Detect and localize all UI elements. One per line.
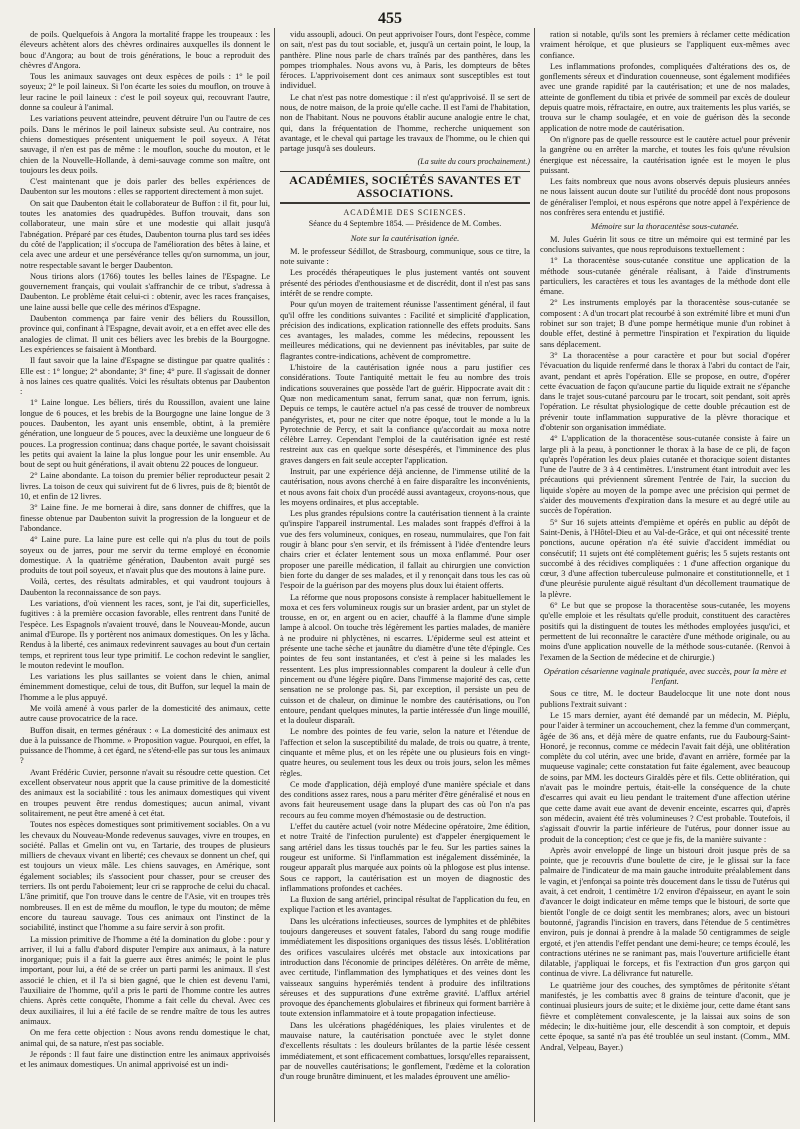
paragraph: L'effet du cautère actuel (voir notre Médecine opératoire, 2me édition, et notre Traité de l'infection purulente) est d'appeler énergiquement le sang artériel dans les tissus touchés par le feu. Sur les parties saines la rougeur est uniforme. Si l'inflammation est inégalement disséminée, la rougeur apparaît plus marquée aux points où la phlogose est plus intense. Sous ce rapport, la cautérisation est un moyen de diagnostic des inflammations profondes et cachées. — [280, 822, 530, 893]
paragraph: Voilà, certes, des résultats admirables, et qui vaudront toujours à Daubenton la reconnaissance de son pays. — [20, 577, 270, 597]
paragraph: Le nombre des pointes de feu varie, selon la nature et l'étendue de l'affection et selon la susceptibilité du malade, de trois ou quatre, à trente, cinquante et même plus, et on les répète une ou plusieurs fois en vingt-quatre heures, ou seulement tous les deux ou trois jours, selon les mêmes règles. — [280, 727, 530, 778]
paragraph: On me fera cette objection : Nous avons rendu domestique le chat, animal qui, de sa nature, n'est pas sociable. — [20, 1028, 270, 1048]
article-body — [540, 235, 790, 663]
paragraph: Il faut savoir que la laine d'Espagne se distingue par quatre qualités : Elle est : 1° longue; 2° abondante; 3° fine; 4° pure. Il s'agissait de donner à nos laines ces quatre qualités. Voici les résultats obtenus par Daubenton : — [20, 356, 270, 397]
paragraph: Daubenton commença par faire venir des béliers du Roussillon, province qui, confinant à l'Espagne, devait avoir, et a en effet avec elle des analogies de climat. Il unit ces béliers avec les brebis de la Bourgogne. Les expériences se faisaient à Montbard. — [20, 314, 270, 354]
paragraph: Tous les animaux sauvages ont deux espèces de poils : 1° le poil soyeux; 2° le poil laineux. Si l'on écarte les soies du mouflon, on trouve à leur racine le poil laineux : c'est le poil soyeux qui, recouvrant l'autre, donne sa couleur à l'animal. — [20, 72, 270, 113]
session-line: Séance du 4 Septembre 1854. — Présidence de M. Combes. — [308, 219, 502, 229]
paragraph: La réforme que nous proposons consiste à remplacer habituellement le moxa et ces fers volumineux rougis sur un brasier ardent, par un stylet de trousse, en or, en argent ou en acier, chauffé à la flamme d'une simple lampe à alcool. On touche très légèrement les parties malades, de manière à ne produire ni phlyctènes, ni escarres. L'épiderme seul est atteint et présente une tache sèche et jaunâtre du diamètre d'une tête d'épingle. Ces pointes de feu sont instantanées, et c'est à peine si les malades les ressentent. Les plus impressionnables comparent la douleur à celle d'un pincement ou d'une légère piqûre. Dans l'immense majorité des cas, cette sensation ne se prolonge pas. Si, par exception, il persiste un peu de cuisson et de chaleur, on diminue le nombre des cautérisations, ou l'on entoure, pendant quelques minutes, la partie intéressée d'un linge mouillé, et la douleur disparaît. — [280, 592, 530, 726]
paragraph: 4° Laine pure. La laine pure est celle qui n'a plus du tout de poils soyeux ou de jarres, pour me servir du terme employé en économie domestique. A la quatrième génération, Daubenton avait purgé ses produits de tout poil soyeux, et n'avait plus que des moutons à laine pure. — [20, 535, 270, 576]
paragraph: 3° Laine fine. Je me bornerai à dire, sans donner de chiffres, que la finesse obtenue par Daubenton suivit la progression de la longueur et de l'abondance. — [20, 503, 270, 533]
article-body — [540, 689, 790, 1052]
article-title: Mémoire sur la thoracentèse sous-cutanée. — [591, 221, 739, 232]
paragraph: 3° La thoracentèse a pour caractère et pour but social d'opérer l'évacuation du liquide renfermé dans le thorax à l'abri du contact de l'air, avant, pendant et après l'opération. Elle se propose, en outre, d'opérer cette évacuation de façon qu'aucune partie du liquide extrait ne s'épanche dans le trajet sous-cutané parcouru par le trocart, soit pendant, soit après l'opération. Le résultat physiologique de cette double précaution est de prévenir toute inflammation suppurative de la plèvre thoracique et d'obtenir son organisation immédiate. — [540, 350, 790, 432]
article-body — [280, 247, 530, 1083]
paragraph: Ce mode d'application, déjà employé d'une manière spéciale et dans des conditions assez rares, nous a paru mériter d'être généralisé et nous en avons fait heureusement usage dans la plupart des cas où l'on n'a pas recours au feu comme moyen d'hémostasie ou de destruction. — [280, 779, 530, 820]
paragraph: Les variations les plus saillantes se voient dans le chien, animal éminemment domestique, celui de tous, dit Buffon, sur lequel la main de l'homme a le plus appuyé. — [20, 672, 270, 702]
paragraph: Instruit, par une expérience déjà ancienne, de l'immense utilité de la cautérisation, nous avons cherché à en faire disparaître les inconvénients, et nous avons fait choix d'un procédé aussi avantageux, croyons-nous, que les moyens ordinaires, et plus acceptable. — [280, 466, 530, 507]
paragraph: Pour qu'un moyen de traitement réunisse l'assentiment général, il faut qu'il offre les conditions suivantes : Facilité et simplicité d'application, précision des indications, explication rationnelle des effets produits. Sans ces avantages, les malades, comme les médecins, repoussent les meilleures médications, qui ne deviennent pas inévitables, par suite de flagrantes contre-indications, achèvent de compromettre. — [280, 300, 530, 361]
paragraph: Les variations, d'où viennent les races, sont, je l'ai dit, superficielles, fugitives : à la première occasion favorable, elles rentrent dans l'unité de l'espèce. Les Espagnols n'avaient trouvé, dans le Nouveau-Monde, aucun animal d'Europe. Ils y portèrent nos animaux domestiques. On les y lâcha. Rendus à la liberté, ces animaux redevinrent sauvages au bout d'un certain temps, et reprirent tous leur type primitif. Le cochon redevint le sanglier, le mouton redevint le mouflon. — [20, 599, 270, 670]
paragraph: Nous tirions alors (1766) toutes les belles laines de l'Espagne. Le gouvernement français, qui voulait s'affranchir de ce tribut, s'adressa à Daubenton. Le problème était celui-ci : obtenir, avec les races françaises, une laine aussi belle que celle des mérinos d'Espagne. — [20, 271, 270, 312]
page-number: 455 — [378, 10, 402, 27]
to-be-continued-note: (La suite du cours prochainement.) — [417, 156, 530, 166]
paragraph: 1° Laine longue. Les béliers, tirés du Roussillon, avaient une laine longue de 6 pouces, et les brebis de la Bourgogne une laine longue de 3 pouces. Daubenton, les ayant unis ensemble, obtint, à la première génération, une longueur de 5 pouces, avec la deuxième une longueur de 6 pouces. La progression continua; dans chaque portée, le savant choisissait les petits qui avaient la laine la plus longue pour les unir ensemble. Au bout de sept ou huit générations, il avait obtenu 22 pouces de longueur. — [20, 398, 270, 470]
paragraph: L'histoire de la cautérisation ignée nous a paru justifier ces considérations. Toute l'antiquité mettait le feu au nombre des trois indications souveraines que possède l'art de guérir. Hippocrate avait dit : Quæ non medicamentum sanat, ferrum sanat, quæ non ferrum, ignis. Depuis ce temps, le cautère actuel n'a pas cessé de trouver de nombreux panégyristes, et, pour ne citer que notre époque, tout le monde a lu la Pyrotechnie de Percy, et sait la confiance qu'accordait au moxa notre célèbre Larrey. Cependant l'emploi de la cautérisation ignée est resté restreint aux cas en quelque sorte désespérés, et l'imminence des plus graves dangers en fait seule accepter l'application. — [280, 363, 530, 465]
paragraph: Le quatrième jour des couches, des symptômes de péritonite s'étant manifestés, je les combattis avec 8 grains de teinture d'aconit, que je continuai plusieurs jours de suite; et le dixième jour, cette dame étant sans fièvre et complètement convalescente, je la laissai aux soins de son médecin; le dix-huitième jour, elle descendit à son comptoir, et depuis cette époque, sa santé n'a pas été troublée un seul instant. (Comm., MM. Andral, Velpeau, Bayer.) — [540, 980, 790, 1052]
paragraph: 2° Les instruments employés par la thoracentèse sous-cutanée se composent : A d'un trocart plat recourbé à son extrémité libre et muni d'un robinet sur son trajet; B d'une pompe hermétique munie d'un robinet à double effet, destiné à permettre l'inspiration et l'expiration du liquide sans déplacement. — [540, 298, 790, 349]
paragraph: Avant Frédéric Cuvier, personne n'avait su résoudre cette question. Cet excellent observateur nous apprit que la cause primitive de la domesticité des animaux est la sociabilité : tous les animaux domestiques qui vivent en troupes peuvent être rendus domestiques; aucun animal, vivant solitairement, ne peut être amené à cet état. — [20, 767, 270, 818]
paragraph: On sait que Daubenton était le collaborateur de Buffon : il fit, pour lui, toutes les anatomies des quadrupèdes. Buffon trouvait, dans son collaborateur, une main sûre et une modestie qui allait jusqu'à l'abnégation. Préparé par ces études, Daubenton tourna plus tard ses idées du côté de l'application; il s'occupa de l'amélioration des bêtes à laine, et cela avec une ardeur et une persévérance telles qu'on surnomma, un jour, notre respectable savant le berger Daubenton. — [20, 198, 270, 270]
paragraph: 1° La thoracentèse sous-cutanée constitue une application de la méthode sous-cutanée générale réalisant, à l'aide d'instruments particuliers, les caractères et tous les avantages de la méthode dont elle émane. — [540, 256, 790, 297]
article-title: Note sur la cautérisation ignée. — [350, 233, 460, 244]
article-continuation — [540, 30, 790, 218]
section-divider — [280, 171, 530, 172]
paragraph: M. Jules Guérin lit sous ce titre un mémoire qui est terminé par les conclusions suivantes, que nous reproduisons textuellement : — [540, 234, 790, 254]
paragraph: Les plus grandes répulsions contre la cautérisation tiennent à la crainte qu'inspire l'appareil instrumental. Les malades sont frappés d'effroi à la vue des fers volumineux, coniques, en roseau, nummulaires, que l'on fait rougir à blanc pour s'en servir, et ils frémissent à l'idée d'entendre leurs chairs crier et éclater lentement sous un moxa enflammé. Pour oser proposer une pareille médication, il fallait au chirurgien une conviction bien forte du danger de ses malades, et il y renonçait dans tous les cas où l'espoir de la guérison par des moyens plus doux lui étaient offerts. — [280, 509, 530, 591]
paragraph: Les procédés thérapeutiques le plus justement vantés ont souvent présenté des périodes d'enthousiasme et de discrédit, dont il n'est pas sans intérêt de se rendre compte. — [280, 268, 530, 298]
paragraph: Sous ce titre, M. le docteur Baudelocque lit une note dont nous publions l'extrait suivant : — [540, 689, 790, 709]
section-heading: ACADÉMIES, SOCIÉTÉS SAVANTES ET ASSOCIATIONS. — [289, 172, 521, 200]
paragraph: Dans les ulcérations infectieuses, sources de lymphites et de phlébites toujours dangereuses et souvent fatales, l'abord du sang rouge modifie immédiatement les dispositions organiques des tissus lésés. L'oblitération des orifices vasculaires ulcérés met obstacle aux intoxications par introduction dans l'économie de principes délétères. On arrête de même, avec certitude, l'inflammation des lymphatiques et des veines dont les vaisseaux sanguins hyperémiés tendent à produire des infiltrations séreuses et des suppurations d'une extrême gravité. L'afflux artériel provoque des épanchements globulaires et fibrineux qui forment barrière à toute extension inflammatoire et à toute propagation infectieuse. — [280, 916, 530, 1019]
paragraph: 5° Sur 16 sujets atteints d'empième et opérés en public au dépôt de Saint-Denis, à l'Hôtel-Dieu et au Val-de-Grâce, et qui ont nécessité trente ponctions, aucune opération n'a été suivie d'accident immédiat ou consécutif; 11 sujets ont été complètement guéris; les 5 sujets restants ont succombé à des récidives compliquées : 1 d'une affection organique du cœur, 3 d'une affection tuberculeuse pulmonaire et constitutionnelle, et 1 d'une pleurésie purulente aiguë résultant d'un décollement traumatique de la plèvre. — [540, 517, 790, 599]
paragraph: M. le professeur Sédillot, de Strasbourg, communique, sous ce titre, la note suivante : — [280, 246, 530, 267]
paragraph: vidu assoupli, adouci. On peut apprivoiser l'ours, dont l'espèce, comme on sait, n'est pas du tout sociable, et, jusqu'à un certain point, le loup, la panthère. Pline nous parle de chars traînés par des panthères, dans les pompes triomphales. Nous avons vu, à Paris, les dompteurs de bêtes féroces. L'apprivoisement dont ces animaux sont susceptibles est tout individuel. — [280, 30, 530, 91]
paragraph: Toutes nos espèces domestiques sont primitivement sociables. On a vu les chevaux du Nouveau-Monde redevenus sauvages, vivre en troupes, en société. Pallas et Gmelin ont vu, en Tartarie, des troupes de plusieurs milliers de chevaux vivant en liberté; ces chevaux se donnent un chef, qui est toujours un vieux mâle. Les chiens sauvages, en Amérique, sont également sociables; ils s'associent pour chasser, pour se creuser des terriers. Ils ont perdu l'aboiement; leur cri se rapproche de celui du chacal. L'âne primitif, que l'on trouve dans le centre de l'Asie, vit en troupes très nombreuses. Il en est de même du mouflon, le type du mouton; de même encore du taureau sauvage. Tous ces animaux ont l'instinct de la sociabilité, instinct que l'homme a su faire servir à son profit. — [20, 820, 270, 933]
section-divider — [280, 202, 530, 204]
paragraph: 4° L'application de la thoracentèse sous-cutanée consiste à faire un large pli à la peau, à ponctionner le thorax à la base de ce pli, de façon qu'après l'opération les deux plaies cutanée et thoracique soient distantes l'une de l'autre de 3 à 4 centimètres. L'instrument étant introduit avec les précautions qui préviennent sûrement l'entrée de l'air, la succion du liquide s'opère au moyen de la pompe avec une précision qui permet de s'aider des mouvements d'expiration dans la mesure et au degré utile au succès de l'opération. — [540, 434, 790, 516]
paragraph: Je réponds : Il faut faire une distinction entre les animaux apprivoisés et les animaux domestiques. Un animal apprivoisé est un indi- — [20, 1049, 270, 1070]
paragraph: Me voilà amené à vous parler de la domesticité des animaux, cette autre cause provocatrice de la race. — [20, 704, 270, 724]
lecture-continuation — [280, 30, 530, 155]
paragraph: Après avoir enveloppé de linge un bistouri droit jusque près de sa pointe, que je recouvris d'une boulette de cire, je le glissai sur la face palmaire de l'indicateur de ma main gauche introduite préalablement dans le vagin, et j'enfonçai sa pointe très doucement dans le tissu de l'utérus qui avait, à cet endroit, 1 centimètre 1/2 environ d'épaisseur, en ayant le soin d'avancer le doigt indicateur en même temps que le bistouri, de sorte que bientôt l'ongle de ce doigt sentit les membranes; alors, avec un bistouri boutonné, j'agrandis l'incision en travers, dans l'étendue de 5 centimètres environ, puis je donnai à prendre à la malade 50 centigrammes de seigle ergoté, et j'en attendis l'effet pendant une demi-heure; ce temps écoulé, les contractions utérines ne se ranimant pas, mais l'ouverture artificielle étant dilatable, j'appliquai le forceps, et fis l'extraction d'un gros garçon qui continua de vivre. La délivrance fut naturelle. — [540, 845, 790, 979]
column-middle — [280, 30, 530, 1120]
paragraph: La fluxion de sang artériel, principal résultat de l'application du feu, en explique l'action et les avantages. — [280, 895, 530, 915]
paragraph: On n'ignore pas de quelle ressource est le cautère actuel pour prévenir la gangrène ou en arrêter la marche, et toutes les fois qu'une révulsion énergique est nécessaire, la cautérisation ignée est le moyen le plus puissant. — [540, 134, 790, 175]
academy-heading: ACADÉMIE DES SCIENCES. — [343, 207, 467, 217]
paragraph: Le chat n'est pas notre domestique : il n'est qu'apprivoisé. Il se sert de nous, de notre maison, de la proie qu'elle cache. Il est l'ami de l'habitation, non de l'habitant. Nous ne pouvons établir aucune analogie entre le chat, qui, dans la fréquentation de l'homme, recherche uniquement son avantage, et le cheval qui partage les travaux de l'homme, ou le chien qui partage jusqu'à ses douleurs. — [280, 92, 530, 154]
column-right — [540, 30, 790, 1120]
column-left — [20, 30, 270, 1120]
column-rule — [274, 28, 275, 1122]
column-rule — [534, 28, 535, 1122]
paragraph: 2° Laine abondante. La toison du premier bélier reproducteur pesait 2 livres. La toison de ceux qui suivirent fut de 6 livres, puis de 8; bientôt de 10, et enfin de 12 livres. — [20, 471, 270, 502]
paragraph: Le 15 mars dernier, ayant été demandé par un médecin, M. Piéplu, pour l'aider à terminer un accouchement, chez la femme d'un commerçant, âgée de 36 ans, et déjà mère de quatre enfants, rue du Faubourg-Saint-Honoré, je reconnus, comme ce médecin l'avait fait déjà, une oblitération complète du col utérin, avec une bride, d'avant en arrière, formée par la muqueuse vaginale; cette constatation fut faite également, avec beaucoup de soins, par MM. les docteurs Giraldès père et fils. Cette oblitération, qui n'avait pas le moindre pertuis, était-elle la conséquence de la chute d'escarres qui avait eu lieu pendant le traitement d'une affection utérine que cette dame avait eue avant de devenir enceinte, escarres qui, d'après son médecin, avaient été très volumineuses ? C'est probable. Toutefois, il s'agissait d'ouvrir la partie inférieure de l'utérus, pour donner issue au produit de la conception; c'est ce que je fis, de la manière suivante : — [540, 711, 790, 844]
paragraph: Les inflammations profondes, compliquées d'altérations des os, de gonflements séreux et d'induration couenneuse, sont également modifiées avec une grande rapidité par la cautérisation; et une de nos malades, atteinte de gonflement du tibia et privée de sommeil par excès de douleur depuis quatre mois, réfractaire, en outre, aux traitements les plus variés, se trouva sur le champ soulagée, et en voie de guérison dès la seconde application de notre mode de cautérisation. — [540, 61, 790, 133]
paragraph: C'est maintenant que je dois parler des belles expériences de Daubenton sur les moutons : elles se rapportent directement à mon sujet. — [20, 177, 270, 197]
paragraph: Dans les ulcérations phagédéniques, les plaies virulentes et de mauvaise nature, la cautérisation ponctuée avec le stylet donne d'excellents résultats : les douleurs brûlantes de la partie lésée cessent immédiatement, et sont efficacement combattues, lorsqu'elles reparaissent, par de nouvelles cautérisations; le gonflement, l'œdème et la coloration d'un rouge brunâtre diminuent, et les malades éprouvent une amélio- — [280, 1020, 530, 1082]
paragraph: Buffon disait, en termes généraux : « La domesticité des animaux est due à la puissance de l'homme. » Proposition vague. Pourquoi, en effet, la puissance de l'homme, à cet égard, ne s'étend-elle pas sur tous les animaux ? — [20, 725, 270, 766]
paragraph: Les faits nombreux que nous avons observés depuis plusieurs années ne nous laissent aucun doute sur l'utilité du procédé dont nous proposons de généraliser l'emploi, et nous espérons que notre appel à l'expérience de nos confrères sera entendu et justifié. — [540, 177, 790, 218]
paragraph: La mission primitive de l'homme a été la domination du globe : pour y arriver, il lui a fallu d'abord disputer l'empire aux animaux, à la nature inorganique; puis il a fait la guerre aux êtres animés; le point le plus important, pour lui, a été de se créer un parti parmi les animaux. Il s'est associé le chien, et il l'a si bien gagné, que le chien est devenu l'ami, l'auxiliaire de l'homme, qu'il a pris le parti de l'homme contre les autres chiens. Après cette conquête, l'homme a fait celle du cheval. Avec ces deux auxiliaires, il lui a été facile de se rendre maître de tous les autres animaux. — [20, 934, 270, 1026]
paragraph: de poils. Quelquefois à Angora la mortalité frappe les troupeaux : les éleveurs achètent alors des chèvres ordinaires auxquelles ils donnent le bouc d'Angora; au bout de trois générations, le bouc a reproduit des chèvres d'Angora. — [20, 30, 270, 70]
paragraph: ration si notable, qu'ils sont les premiers à réclamer cette médication vraiment héroïque, et que plusieurs se l'appliquent eux-mêmes avec confiance. — [540, 30, 790, 60]
paragraph: Les variations peuvent atteindre, peuvent détruire l'un ou l'autre de ces poils. Dans le mérinos le poil laineux subsiste seul. Au contraire, nos chiens domestiques présentent uniquement le poil soyeux. A l'état sauvage, il n'en est pas de même : le mouflon, souche du mouton, et le chien de la Nouvelle-Hollande, à demi-sauvage comme son maître, ont toujours les deux poils. — [20, 114, 270, 175]
paragraph: 6° Le but que se propose la thoracentèse sous-cutanée, les moyens qu'elle emploie et les résultats qu'elle produit, constituent des caractères positifs qui la distinguent de toutes les méthodes employées jusqu'ici, et permettent de lui reconnaître le caractère d'une méthode originale, ou au moins d'une application nouvelle de la méthode sous-cutanée. (Renvoi à l'examen de la Section de médecine et de chirurgie.) — [540, 601, 790, 662]
article-title: Opération césarienne vaginale pratiquée, avec succès, pour la mère et l'enfant. — [543, 665, 787, 687]
